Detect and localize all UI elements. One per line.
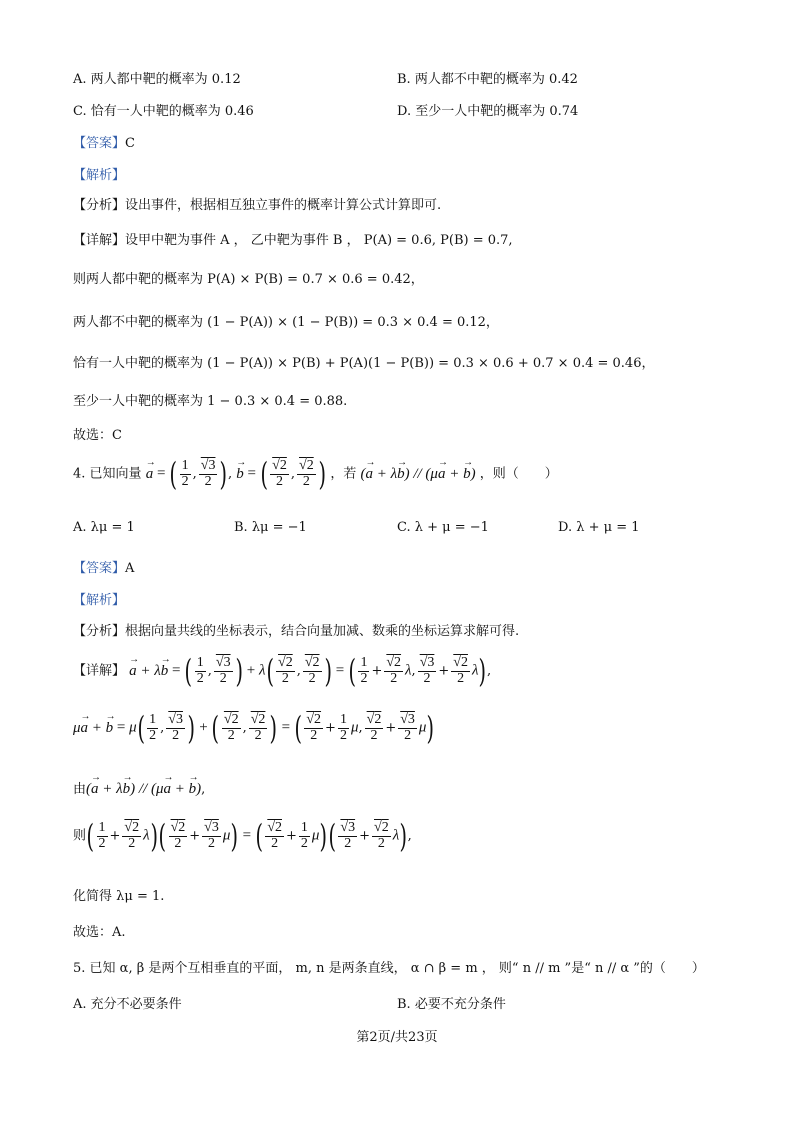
q5-option-b: B. 必要不充分条件 [397,997,506,1012]
q5-stem: 5. 已知 α, β 是两个互相垂直的平面， m, n 是两条直线， α ∩ β = m ， 则“ n // m ”是“ n // α ”的（ ） [73,961,705,976]
q3-option-a: A. 两人都中靶的概率为 0.12 [73,72,241,87]
q5-option-a: A. 充分不必要条件 [73,997,182,1012]
q4-simplify: 化简得 λμ = 1. [73,889,165,904]
q3-option-b: B. 两人都不中靶的概率为 0.42 [397,72,578,87]
q4-analysis-tag: 【解析】 [73,593,126,608]
q3-analysis-tag: 【解析】 [73,168,126,183]
q4-option-a: A. λμ = 1 [73,520,135,535]
q4-xiangjie-eq1: 【详解】 → a + λ→ b = ( $\frac{1}{2}$ , √ $\frac{3}{2}$ ) + λ( √ $\frac{2}{2}$ , √ $\frac{2}{2}$ ) = ( $\frac{1}{2}$ + √ $\frac{2}{2}$ λ, √ $\frac{3}{2}$ + √ $\frac{2}{2}$ λ), [73,655,491,687]
q4-fenxi: 【分析】根据向量共线的坐标表示，结合向量加减、数乘的坐标运算求解可得. [73,624,520,639]
q4-conclusion: 故选：A. [73,925,126,940]
q3-xiangjie-line1: 【详解】设甲中靶为事件 A ， 乙中靶为事件 B ， P(A) = 0.6, P(B) = 0.7, [73,233,513,248]
q3-xiangjie-line4: 恰有一人中靶的概率为 (1 − P(A)) × P(B) + P(A)(1 − P(B)) = 0.3 × 0.6 + 0.7 × 0.4 = 0.46， [73,356,655,371]
q3-option-c: C. 恰有一人中靶的概率为 0.46 [73,104,254,119]
q4-ze-eq: 则( $\frac{1}{2}$ + √ $\frac{2}{2}$ λ)( √ $\frac{2}{2}$ + √ $\frac{3}{2}$ μ) = ( √ $\frac{2}{2}$ + $\frac{1}{2}$ μ)( √ $\frac{3}{2}$ + √ $\frac{2}{2}$ λ), [73,820,412,852]
q3-option-d: D. 至少一人中靶的概率为 0.74 [397,104,579,119]
q4-option-d: D. λ + μ = 1 [558,520,640,535]
q3-xiangjie-line3: 两人都不中靶的概率为 (1 − P(A)) × (1 − P(B)) = 0.3 × 0.4 = 0.12， [73,315,499,330]
q4-option-b: B. λμ = −1 [234,520,307,535]
q3-fenxi: 【分析】设出事件，根据相互独立事件的概率计算公式计算即可. [73,198,442,213]
q3-answer: 【答案】C [73,136,135,151]
q3-conclusion: 故选：C [73,428,122,443]
q4-you-line: 由(→ a + λ→ b) // (μ→ a + → b), [73,778,205,798]
q4-option-c: C. λ + μ = −1 [397,520,489,535]
q4-xiangjie-eq2: μ→ a + → b = μ( $\frac{1}{2}$ , √ $\frac{3}{2}$ ) + ( √ $\frac{2}{2}$ , √ $\frac{2}{2}$ ) = ( √ $\frac{2}{2}$ + $\frac{1}{2}$ μ, √ $\frac{2}{2}$ + √ $\frac{3}{2}$ μ) [73,712,435,744]
q3-xiangjie-line2: 则两人都中靶的概率为 P(A) × P(B) = 0.7 × 0.6 = 0.42， [73,272,424,287]
answer-tag: 【答案】 [73,136,126,151]
page-footer: 第2页/共23页 [356,1030,438,1045]
q3-xiangjie-line5: 至少一人中靶的概率为 1 − 0.3 × 0.4 = 0.88. [73,394,348,409]
q4-stem: 4. 已知向量 → a = ( $\frac{1}{2}$ , √ $\frac{3}{2}$ ), → b = ( √ $\frac{2}{2}$ , √ $\frac{2}{2}$ ) ，若 (→ a + λ→ b) // (μ→ a + → b) ，则（ ） [73,458,558,490]
q4-answer: 【答案】A [73,561,135,576]
